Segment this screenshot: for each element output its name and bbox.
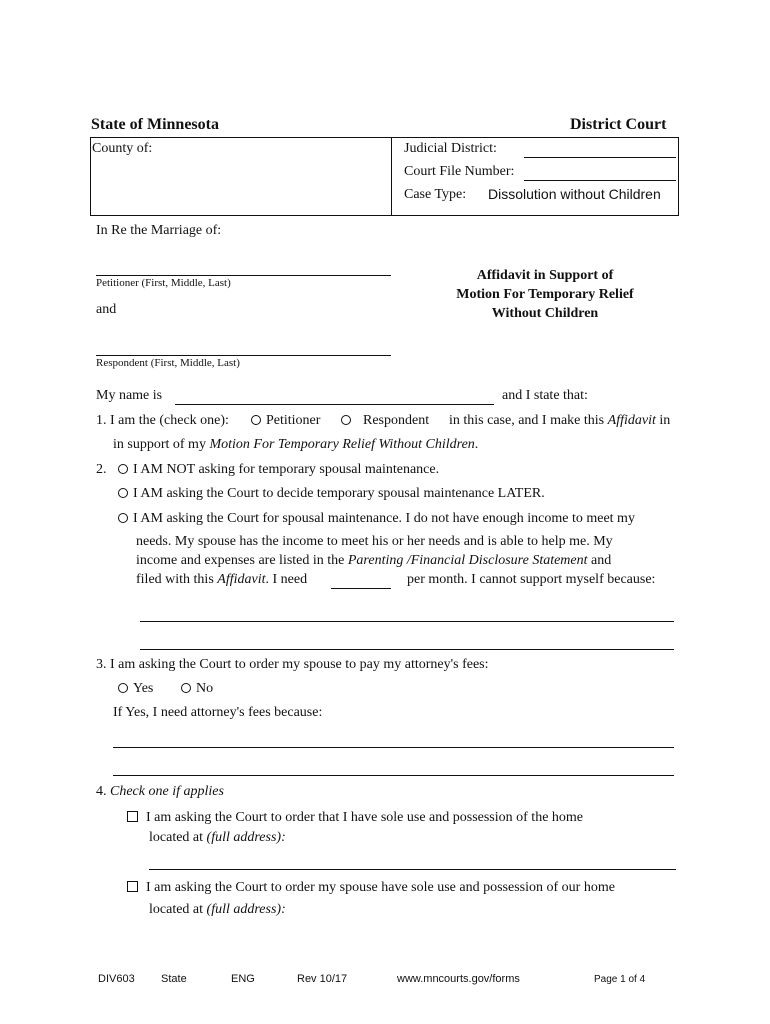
footer-lang: ENG: [231, 973, 255, 985]
item2-cont3-prefix: filed with this: [136, 572, 214, 587]
item1-in: in: [659, 413, 671, 428]
footer-url[interactable]: www.mncourts.gov/forms: [397, 973, 520, 985]
fees-yes-label: Yes: [133, 681, 154, 696]
respondent-option[interactable]: [341, 413, 429, 429]
caption-box: [90, 137, 679, 216]
item1-line2-prefix: in support of my: [113, 437, 206, 452]
maintenance-not-option[interactable]: [118, 462, 439, 478]
monthly-amount-field[interactable]: [331, 588, 391, 589]
form-title-line1: Affidavit in Support of: [476, 268, 614, 283]
fees-yes-radio[interactable]: [118, 683, 128, 693]
home-spouse-cont-italic: (full address):: [206, 902, 286, 917]
item2-number: 2.: [96, 462, 107, 477]
item4-heading: [96, 784, 224, 800]
petitioner-option-label: Petitioner: [266, 413, 321, 428]
caption-divider: [391, 137, 392, 216]
petitioner-option[interactable]: [251, 413, 320, 429]
item4-heading-text: Check one if applies: [110, 784, 224, 799]
home-self-checkbox[interactable]: [127, 811, 138, 822]
maintenance-later-label: I AM asking the Court to decide temporary spousal maintenance LATER.: [133, 486, 545, 501]
name-field[interactable]: [175, 404, 494, 405]
maintenance-now-label: I AM asking the Court for spousal maintenance. I do not have enough income to meet my: [133, 511, 635, 526]
form-title: [410, 266, 680, 323]
case-type-label: Case Type:: [404, 187, 467, 202]
county-label: County of:: [92, 141, 153, 156]
in-re-label: In Re the Marriage of:: [96, 223, 222, 238]
home-spouse-cont-text: located at: [149, 902, 204, 917]
item1-affidavit: Affidavit: [607, 413, 656, 428]
item2-cont3: [136, 572, 307, 588]
fees-reason-line-1[interactable]: [113, 747, 674, 748]
footer-page: Page 1 of 4: [594, 974, 646, 985]
form-title-line2: Motion For Temporary Relief: [456, 287, 634, 302]
respondent-caption: Respondent (First, Middle, Last): [96, 357, 240, 369]
respondent-name-field[interactable]: [96, 355, 391, 356]
item2-cont1: needs. My spouse has the income to meet his or her needs and is able to help me. My: [136, 534, 613, 549]
home-self-option[interactable]: [127, 810, 583, 826]
item2-cont3-suffix: per month. I cannot support myself because:: [407, 572, 656, 587]
fees-if-yes: If Yes, I need attorney's fees because:: [113, 705, 323, 720]
item2-cont3-italic: Affidavit: [217, 572, 266, 587]
fees-no-label: No: [196, 681, 214, 696]
name-suffix: and I state that:: [502, 388, 588, 403]
petitioner-caption: Petitioner (First, Middle, Last): [96, 277, 231, 289]
item4-number: 4.: [96, 784, 107, 799]
maintenance-now-radio[interactable]: [118, 513, 128, 523]
home-self-cont-text: located at: [149, 830, 204, 845]
petitioner-name-field[interactable]: [96, 275, 391, 276]
home-spouse-option[interactable]: [127, 880, 615, 896]
item1-motion: Motion For Temporary Relief Without Children: [209, 437, 475, 452]
home-self-address-field[interactable]: [149, 869, 676, 870]
footer-form-id: DIV603: [98, 973, 135, 985]
maintenance-later-radio[interactable]: [118, 488, 128, 498]
home-spouse-cont: [149, 902, 286, 918]
item1-line2: [113, 437, 478, 453]
maintenance-later-option[interactable]: [118, 486, 545, 502]
home-spouse-checkbox[interactable]: [127, 881, 138, 892]
item2-cont2: [136, 553, 611, 569]
maintenance-not-label: I AM NOT asking for temporary spousal maintenance.: [133, 462, 440, 477]
and-label: and: [96, 302, 117, 317]
court-heading: District Court: [570, 116, 667, 133]
item1-period: .: [474, 437, 479, 452]
item1-after-text: in this case, and I make this: [449, 413, 605, 428]
judicial-district-field[interactable]: [524, 157, 676, 158]
item1-after: [449, 413, 670, 429]
item2-cont2-suffix: and: [591, 553, 612, 568]
petitioner-radio[interactable]: [251, 415, 261, 425]
maintenance-now-option[interactable]: [118, 511, 635, 527]
respondent-radio[interactable]: [341, 415, 351, 425]
home-self-cont: [149, 830, 286, 846]
judicial-district-label: Judicial District:: [404, 141, 497, 156]
footer-rev: Rev 10/17: [297, 973, 348, 985]
item2-cont2-prefix: income and expenses are listed in the: [136, 553, 345, 568]
name-prefix: My name is: [96, 388, 163, 403]
fees-yes-option[interactable]: [118, 681, 153, 697]
home-self-cont-italic: (full address):: [206, 830, 286, 845]
case-type-value: Dissolution without Children: [488, 186, 661, 202]
court-file-field[interactable]: [524, 180, 676, 181]
fees-reason-line-2[interactable]: [113, 775, 674, 776]
home-spouse-label: I am asking the Court to order my spouse have sole use and possession of our home: [146, 880, 615, 895]
item3-text: 3. I am asking the Court to order my spouse to pay my attorney's fees:: [96, 657, 489, 672]
support-reason-line-2[interactable]: [140, 649, 674, 650]
respondent-option-label: Respondent: [363, 413, 430, 428]
maintenance-not-radio[interactable]: [118, 464, 128, 474]
footer-state: State: [161, 973, 187, 985]
item2-cont2-italic: Parenting /Financial Disclosure Statement: [347, 553, 588, 568]
state-heading: State of Minnesota: [91, 116, 219, 133]
form-title-line3: Without Children: [491, 306, 599, 321]
support-reason-line-1[interactable]: [140, 621, 674, 622]
item1-text: 1. I am the (check one):: [96, 413, 229, 428]
court-file-label: Court File Number:: [404, 164, 515, 179]
home-self-label: I am asking the Court to order that I have sole use and possession of the home: [146, 810, 584, 825]
fees-no-radio[interactable]: [181, 683, 191, 693]
fees-no-option[interactable]: [181, 681, 213, 697]
item2-cont3-mid: . I need: [265, 572, 308, 587]
